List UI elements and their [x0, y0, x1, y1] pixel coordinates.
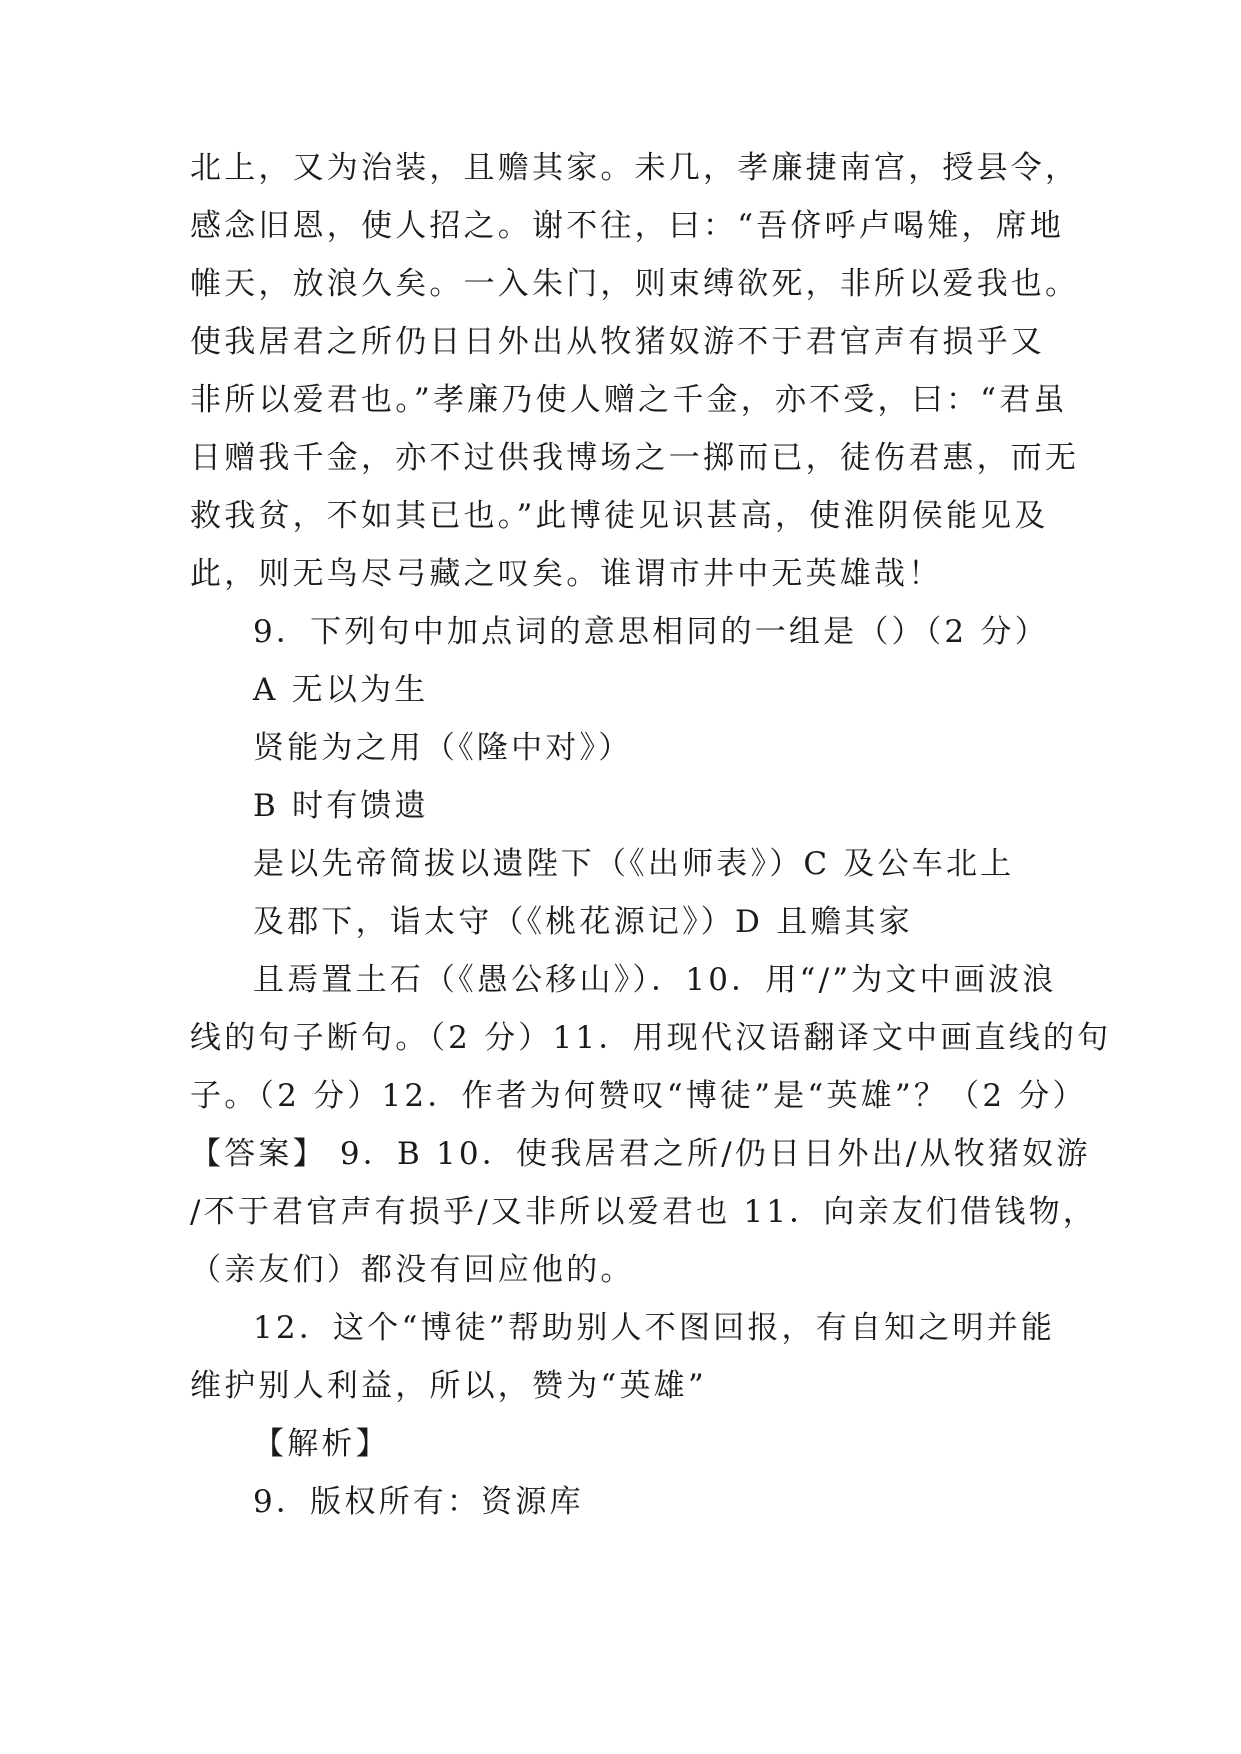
text-line: 日赠我千金，亦不过供我博场之一掷而已，徒伤君惠，而无	[190, 440, 1080, 476]
text-line: 帷天，放浪久矣。一入朱门，则束缚欲死，非所以爱我也。	[190, 266, 1080, 302]
text-line: 救我贫，不如其已也。”此博徒见识甚高，使淮阴侯能见及	[190, 498, 1049, 534]
option-c-compare: 及郡下，诣太守（《桃花源记》）D 且赡其家	[253, 904, 913, 940]
answer-12: 12．这个“博徒”帮助别人不图回报，有自知之明并能	[253, 1310, 1056, 1346]
option-a: A 无以为生	[253, 672, 429, 708]
option-d-compare: 且焉置土石（《愚公移山》）．10．用“/”为文中画波浪	[253, 962, 1057, 998]
text-line: 非所以爱君也。”孝廉乃使人赠之千金，亦不受，曰：“君虽	[190, 382, 1068, 418]
text-line: 子。（2 分）12．作者为何赞叹“博徒”是“英雄”？（2 分）	[190, 1078, 1087, 1114]
option-b: B 时有馈遗	[253, 788, 429, 824]
text-line: /不于君官声有损乎/又非所以爱君也 11．向亲友们借钱物，	[190, 1194, 1097, 1230]
option-b-compare: 是以先帝简拔以遗陛下（《出师表》）C 及公车北上	[253, 846, 1015, 882]
option-a-compare: 贤能为之用（《隆中对》）	[253, 730, 633, 766]
question-9: 9．下列句中加点词的意思相同的一组是（）（2 分）	[253, 614, 1049, 650]
text-line: 感念旧恩，使人招之。谢不往，曰：“吾侪呼卢喝雉，席地	[190, 208, 1065, 244]
analysis-heading: 【解析】	[253, 1426, 390, 1462]
text-line: 此，则无鸟尽弓藏之叹矣。谁谓市井中无英雄哉！	[190, 556, 943, 592]
analysis-9: 9．版权所有：资源库	[253, 1484, 584, 1520]
text-line: 维护别人利益，所以，赞为“英雄”	[190, 1368, 707, 1404]
text-line: 线的句子断句。（2 分）11．用现代汉语翻译文中画直线的句	[190, 1020, 1112, 1056]
text-line: （亲友们）都没有回应他的。	[190, 1252, 635, 1288]
answer-heading: 【答案】 9．B 10．使我居君之所/仍日日外出/从牧猪奴游	[190, 1136, 1091, 1172]
text-line: 使我居君之所仍日日外出从牧猪奴游不于君官声有损乎又	[190, 324, 1045, 360]
text-line: 北上，又为治装，且赡其家。未几，孝廉捷南宫，授县令，	[190, 150, 1080, 186]
